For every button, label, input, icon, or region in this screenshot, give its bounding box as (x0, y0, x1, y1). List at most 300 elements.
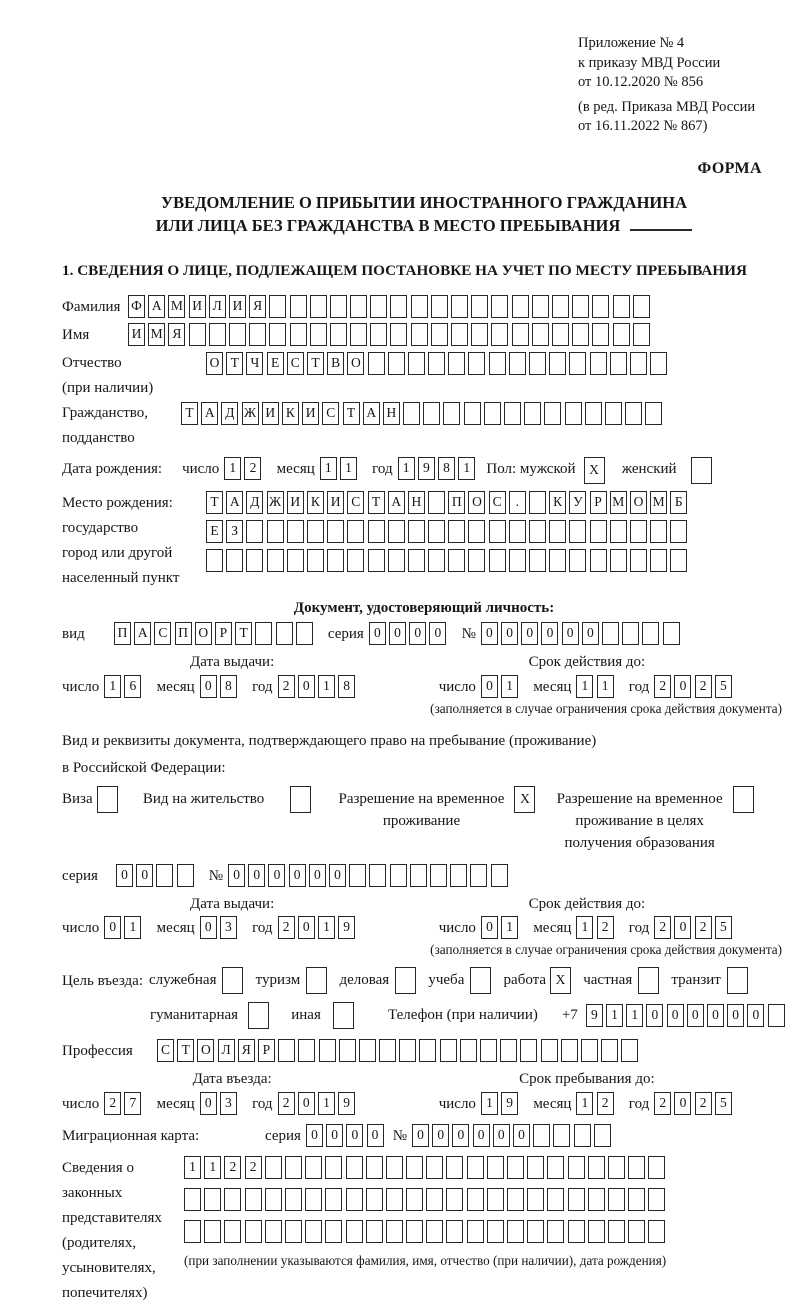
form-cell[interactable]: 0 (481, 675, 498, 698)
form-cell[interactable] (408, 352, 425, 375)
form-cell[interactable] (411, 323, 428, 346)
form-cell[interactable]: А (148, 295, 165, 318)
form-cell[interactable]: 1 (458, 457, 475, 480)
form-cell[interactable] (590, 352, 607, 375)
form-cell[interactable] (670, 549, 687, 572)
form-cell[interactable] (451, 295, 468, 318)
form-cell[interactable] (368, 549, 385, 572)
form-cell[interactable]: 9 (586, 1004, 603, 1027)
form-cell[interactable] (204, 1188, 221, 1211)
form-cell[interactable] (285, 1220, 302, 1243)
form-cell[interactable] (572, 295, 589, 318)
form-cell[interactable] (97, 786, 118, 813)
form-cell[interactable] (448, 549, 465, 572)
form-cell[interactable] (630, 352, 647, 375)
form-cell[interactable] (520, 1039, 537, 1062)
form-cell[interactable]: Д (221, 402, 238, 425)
form-cell[interactable] (287, 549, 304, 572)
form-cell[interactable]: Т (177, 1039, 194, 1062)
form-cell[interactable]: 0 (707, 1004, 724, 1027)
form-cell[interactable]: 2 (278, 916, 295, 939)
form-cell[interactable]: 0 (541, 622, 558, 645)
form-cell[interactable]: 0 (289, 864, 306, 887)
form-cell[interactable] (605, 402, 622, 425)
form-cell[interactable]: К (549, 491, 566, 514)
form-cell[interactable] (507, 1188, 524, 1211)
form-cell[interactable] (489, 520, 506, 543)
form-cell[interactable]: 0 (200, 916, 217, 939)
form-cell[interactable] (549, 352, 566, 375)
form-cell[interactable]: 5 (715, 916, 732, 939)
form-cell[interactable]: 3 (220, 1092, 237, 1115)
form-cell[interactable] (467, 1220, 484, 1243)
form-cell[interactable] (565, 402, 582, 425)
form-cell[interactable]: 0 (473, 1124, 490, 1147)
form-cell[interactable] (285, 1156, 302, 1179)
form-cell[interactable] (305, 1220, 322, 1243)
form-cell[interactable] (588, 1220, 605, 1243)
form-cell[interactable]: И (262, 402, 279, 425)
form-cell[interactable] (327, 549, 344, 572)
form-cell[interactable] (650, 520, 667, 543)
form-cell[interactable] (645, 402, 662, 425)
form-cell[interactable]: 8 (220, 675, 237, 698)
form-cell[interactable] (325, 1156, 342, 1179)
form-cell[interactable] (467, 1156, 484, 1179)
form-cell[interactable]: 2 (695, 675, 712, 698)
form-cell[interactable]: 2 (597, 1092, 614, 1115)
form-cell[interactable]: Я (238, 1039, 255, 1062)
form-cell[interactable] (602, 622, 619, 645)
form-cell[interactable]: 0 (481, 916, 498, 939)
form-cell[interactable] (184, 1188, 201, 1211)
form-cell[interactable]: 0 (367, 1124, 384, 1147)
form-cell[interactable] (189, 323, 206, 346)
form-cell[interactable]: Ф (128, 295, 145, 318)
form-cell[interactable] (491, 323, 508, 346)
form-cell[interactable] (670, 520, 687, 543)
form-cell[interactable] (388, 352, 405, 375)
form-cell[interactable]: 8 (338, 675, 355, 698)
form-cell[interactable]: Я (168, 323, 185, 346)
form-cell[interactable] (346, 1220, 363, 1243)
form-cell[interactable] (470, 864, 487, 887)
form-cell[interactable] (529, 549, 546, 572)
form-cell[interactable] (428, 491, 445, 514)
form-cell[interactable] (568, 1220, 585, 1243)
form-cell[interactable]: О (630, 491, 647, 514)
form-cell[interactable] (229, 323, 246, 346)
form-cell[interactable]: 0 (562, 622, 579, 645)
form-cell[interactable]: 1 (124, 916, 141, 939)
form-cell[interactable]: Е (267, 352, 284, 375)
form-cell[interactable] (306, 967, 327, 994)
form-cell[interactable] (590, 520, 607, 543)
form-cell[interactable]: 2 (597, 916, 614, 939)
form-cell[interactable] (448, 520, 465, 543)
form-cell[interactable] (411, 295, 428, 318)
form-cell[interactable] (574, 1124, 591, 1147)
form-cell[interactable] (369, 864, 386, 887)
form-cell[interactable]: 1 (597, 675, 614, 698)
form-cell[interactable] (269, 323, 286, 346)
form-cell[interactable] (524, 402, 541, 425)
form-cell[interactable] (366, 1188, 383, 1211)
form-cell[interactable] (608, 1188, 625, 1211)
form-cell[interactable]: Т (181, 402, 198, 425)
form-cell[interactable] (648, 1188, 665, 1211)
form-cell[interactable] (648, 1220, 665, 1243)
form-cell[interactable] (630, 520, 647, 543)
form-cell[interactable] (507, 1220, 524, 1243)
form-cell[interactable]: 1 (576, 675, 593, 698)
form-cell[interactable] (489, 549, 506, 572)
form-cell[interactable]: X (550, 967, 571, 994)
form-cell[interactable]: 0 (501, 622, 518, 645)
form-cell[interactable]: 5 (715, 1092, 732, 1115)
form-cell[interactable]: 0 (493, 1124, 510, 1147)
form-cell[interactable]: М (650, 491, 667, 514)
form-cell[interactable] (426, 1220, 443, 1243)
form-cell[interactable]: О (206, 352, 223, 375)
form-cell[interactable]: Н (408, 491, 425, 514)
form-cell[interactable]: 2 (695, 1092, 712, 1115)
form-cell[interactable] (330, 323, 347, 346)
form-cell[interactable] (390, 295, 407, 318)
form-cell[interactable] (333, 1002, 354, 1029)
form-cell[interactable]: 2 (654, 675, 671, 698)
form-cell[interactable]: С (287, 352, 304, 375)
form-cell[interactable]: И (189, 295, 206, 318)
form-cell[interactable]: А (363, 402, 380, 425)
form-cell[interactable] (628, 1188, 645, 1211)
form-cell[interactable]: 1 (318, 916, 335, 939)
form-cell[interactable] (305, 1188, 322, 1211)
form-cell[interactable] (585, 402, 602, 425)
form-cell[interactable] (224, 1220, 241, 1243)
form-cell[interactable] (403, 402, 420, 425)
form-cell[interactable]: И (229, 295, 246, 318)
form-cell[interactable] (471, 323, 488, 346)
form-cell[interactable] (330, 295, 347, 318)
form-cell[interactable] (265, 1220, 282, 1243)
form-cell[interactable] (509, 352, 526, 375)
form-cell[interactable] (408, 549, 425, 572)
form-cell[interactable] (349, 864, 366, 887)
form-cell[interactable]: З (226, 520, 243, 543)
form-cell[interactable]: 0 (268, 864, 285, 887)
form-cell[interactable]: 0 (298, 1092, 315, 1115)
form-cell[interactable] (450, 864, 467, 887)
form-cell[interactable] (386, 1188, 403, 1211)
form-cell[interactable] (267, 549, 284, 572)
form-cell[interactable]: 9 (338, 1092, 355, 1115)
form-cell[interactable] (733, 786, 754, 813)
form-cell[interactable]: 0 (329, 864, 346, 887)
form-cell[interactable]: 0 (104, 916, 121, 939)
form-cell[interactable] (370, 323, 387, 346)
form-cell[interactable] (484, 402, 501, 425)
form-cell[interactable] (628, 1220, 645, 1243)
form-cell[interactable] (446, 1188, 463, 1211)
form-cell[interactable]: Т (235, 622, 252, 645)
form-cell[interactable] (625, 402, 642, 425)
form-cell[interactable]: Б (670, 491, 687, 514)
form-cell[interactable] (390, 864, 407, 887)
form-cell[interactable] (426, 1156, 443, 1179)
form-cell[interactable] (370, 295, 387, 318)
form-cell[interactable] (406, 1220, 423, 1243)
form-cell[interactable] (209, 323, 226, 346)
form-cell[interactable] (249, 323, 266, 346)
form-cell[interactable]: Л (209, 295, 226, 318)
form-cell[interactable] (386, 1220, 403, 1243)
form-cell[interactable] (423, 402, 440, 425)
form-cell[interactable] (265, 1188, 282, 1211)
form-cell[interactable] (628, 1156, 645, 1179)
form-cell[interactable] (307, 549, 324, 572)
form-cell[interactable] (549, 549, 566, 572)
form-cell[interactable]: 1 (204, 1156, 221, 1179)
form-cell[interactable]: 1 (626, 1004, 643, 1027)
form-cell[interactable] (248, 1002, 269, 1029)
form-cell[interactable]: 1 (104, 675, 121, 698)
form-cell[interactable]: О (195, 622, 212, 645)
form-cell[interactable]: 0 (674, 1092, 691, 1115)
form-cell[interactable]: 2 (654, 916, 671, 939)
form-cell[interactable] (487, 1220, 504, 1243)
form-cell[interactable] (431, 295, 448, 318)
form-cell[interactable] (388, 549, 405, 572)
form-cell[interactable]: 1 (501, 675, 518, 698)
form-cell[interactable]: П (114, 622, 131, 645)
form-cell[interactable] (650, 352, 667, 375)
form-cell[interactable] (347, 520, 364, 543)
form-cell[interactable] (408, 520, 425, 543)
form-cell[interactable] (184, 1220, 201, 1243)
form-cell[interactable] (480, 1039, 497, 1062)
form-cell[interactable]: И (327, 491, 344, 514)
form-cell[interactable]: 0 (687, 1004, 704, 1027)
form-cell[interactable] (426, 1188, 443, 1211)
form-cell[interactable]: М (148, 323, 165, 346)
form-cell[interactable] (267, 520, 284, 543)
form-cell[interactable] (509, 549, 526, 572)
form-cell[interactable] (507, 1156, 524, 1179)
form-cell[interactable]: 2 (224, 1156, 241, 1179)
form-cell[interactable]: 2 (104, 1092, 121, 1115)
form-cell[interactable] (613, 323, 630, 346)
form-cell[interactable] (581, 1039, 598, 1062)
form-cell[interactable]: Т (206, 491, 223, 514)
form-cell[interactable] (255, 622, 272, 645)
form-cell[interactable]: А (134, 622, 151, 645)
form-cell[interactable] (446, 1156, 463, 1179)
form-cell[interactable] (569, 549, 586, 572)
form-cell[interactable] (650, 549, 667, 572)
form-cell[interactable]: 2 (278, 1092, 295, 1115)
form-cell[interactable] (296, 622, 313, 645)
form-cell[interactable]: 1 (318, 675, 335, 698)
form-cell[interactable] (608, 1220, 625, 1243)
form-cell[interactable]: 0 (228, 864, 245, 887)
form-cell[interactable]: О (347, 352, 364, 375)
form-cell[interactable] (379, 1039, 396, 1062)
form-cell[interactable]: . (509, 491, 526, 514)
form-cell[interactable]: 0 (136, 864, 153, 887)
form-cell[interactable]: Р (215, 622, 232, 645)
form-cell[interactable]: 1 (340, 457, 357, 480)
form-cell[interactable] (592, 295, 609, 318)
form-cell[interactable] (613, 295, 630, 318)
form-cell[interactable] (638, 967, 659, 994)
form-cell[interactable] (569, 520, 586, 543)
form-cell[interactable] (327, 520, 344, 543)
form-cell[interactable] (287, 520, 304, 543)
form-cell[interactable] (305, 1156, 322, 1179)
form-cell[interactable]: Е (206, 520, 223, 543)
form-cell[interactable]: С (157, 1039, 174, 1062)
form-cell[interactable] (544, 402, 561, 425)
form-cell[interactable]: Т (368, 491, 385, 514)
form-cell[interactable]: 8 (438, 457, 455, 480)
form-cell[interactable]: И (287, 491, 304, 514)
form-cell[interactable] (529, 491, 546, 514)
form-cell[interactable] (245, 1220, 262, 1243)
form-cell[interactable]: Я (249, 295, 266, 318)
form-cell[interactable] (541, 1039, 558, 1062)
form-cell[interactable]: С (322, 402, 339, 425)
form-cell[interactable]: 0 (452, 1124, 469, 1147)
form-cell[interactable] (468, 520, 485, 543)
form-cell[interactable] (204, 1220, 221, 1243)
form-cell[interactable] (428, 549, 445, 572)
form-cell[interactable]: 6 (124, 675, 141, 698)
form-cell[interactable]: К (307, 491, 324, 514)
form-cell[interactable]: 0 (481, 622, 498, 645)
form-cell[interactable] (552, 323, 569, 346)
form-cell[interactable] (504, 402, 521, 425)
form-cell[interactable] (290, 323, 307, 346)
form-cell[interactable]: С (154, 622, 171, 645)
form-cell[interactable]: О (468, 491, 485, 514)
form-cell[interactable] (610, 520, 627, 543)
form-cell[interactable]: 0 (346, 1124, 363, 1147)
form-cell[interactable] (527, 1156, 544, 1179)
form-cell[interactable] (285, 1188, 302, 1211)
form-cell[interactable] (569, 352, 586, 375)
form-cell[interactable]: 1 (184, 1156, 201, 1179)
form-cell[interactable]: 0 (747, 1004, 764, 1027)
form-cell[interactable]: 0 (521, 622, 538, 645)
form-cell[interactable] (529, 520, 546, 543)
form-cell[interactable]: О (197, 1039, 214, 1062)
form-cell[interactable] (588, 1188, 605, 1211)
form-cell[interactable] (388, 520, 405, 543)
form-cell[interactable] (346, 1156, 363, 1179)
form-cell[interactable] (278, 1039, 295, 1062)
form-cell[interactable] (366, 1220, 383, 1243)
form-cell[interactable] (419, 1039, 436, 1062)
form-cell[interactable]: X (584, 457, 605, 484)
form-cell[interactable]: М (610, 491, 627, 514)
form-cell[interactable]: И (302, 402, 319, 425)
form-cell[interactable] (350, 323, 367, 346)
form-cell[interactable] (489, 352, 506, 375)
form-cell[interactable] (622, 622, 639, 645)
form-cell[interactable] (601, 1039, 618, 1062)
form-cell[interactable]: Р (258, 1039, 275, 1062)
form-cell[interactable] (451, 323, 468, 346)
form-cell[interactable]: 1 (481, 1092, 498, 1115)
form-cell[interactable]: 0 (667, 1004, 684, 1027)
form-cell[interactable]: Ч (246, 352, 263, 375)
form-cell[interactable] (265, 1156, 282, 1179)
form-cell[interactable]: Ж (242, 402, 259, 425)
form-cell[interactable]: Н (383, 402, 400, 425)
form-cell[interactable] (246, 549, 263, 572)
form-cell[interactable]: Т (343, 402, 360, 425)
form-cell[interactable]: Д (246, 491, 263, 514)
form-cell[interactable]: 9 (338, 916, 355, 939)
form-cell[interactable]: 2 (244, 457, 261, 480)
form-cell[interactable]: 1 (398, 457, 415, 480)
form-cell[interactable]: 1 (576, 1092, 593, 1115)
form-cell[interactable] (610, 352, 627, 375)
form-cell[interactable] (410, 864, 427, 887)
form-cell[interactable] (547, 1156, 564, 1179)
form-cell[interactable] (390, 323, 407, 346)
form-cell[interactable]: П (175, 622, 192, 645)
form-cell[interactable] (290, 786, 311, 813)
form-cell[interactable] (642, 622, 659, 645)
form-cell[interactable] (512, 323, 529, 346)
form-cell[interactable] (568, 1188, 585, 1211)
form-cell[interactable] (487, 1156, 504, 1179)
form-cell[interactable] (269, 295, 286, 318)
form-cell[interactable]: 0 (200, 675, 217, 698)
form-cell[interactable] (177, 864, 194, 887)
form-cell[interactable] (608, 1156, 625, 1179)
form-cell[interactable]: Р (590, 491, 607, 514)
form-cell[interactable] (468, 352, 485, 375)
form-cell[interactable] (368, 352, 385, 375)
form-cell[interactable] (325, 1220, 342, 1243)
form-cell[interactable] (428, 520, 445, 543)
form-cell[interactable] (527, 1220, 544, 1243)
form-cell[interactable]: 0 (309, 864, 326, 887)
form-cell[interactable]: 0 (674, 675, 691, 698)
form-cell[interactable]: 1 (320, 457, 337, 480)
form-cell[interactable] (431, 323, 448, 346)
form-cell[interactable] (621, 1039, 638, 1062)
form-cell[interactable] (512, 295, 529, 318)
form-cell[interactable]: 9 (418, 457, 435, 480)
form-cell[interactable] (464, 402, 481, 425)
form-cell[interactable]: 0 (429, 622, 446, 645)
form-cell[interactable]: 9 (501, 1092, 518, 1115)
form-cell[interactable] (467, 1188, 484, 1211)
form-cell[interactable]: Т (226, 352, 243, 375)
form-cell[interactable] (588, 1156, 605, 1179)
form-cell[interactable]: 1 (224, 457, 241, 480)
form-cell[interactable] (443, 402, 460, 425)
form-cell[interactable]: 0 (513, 1124, 530, 1147)
form-cell[interactable] (399, 1039, 416, 1062)
form-cell[interactable] (350, 295, 367, 318)
form-cell[interactable] (156, 864, 173, 887)
form-cell[interactable]: 0 (389, 622, 406, 645)
